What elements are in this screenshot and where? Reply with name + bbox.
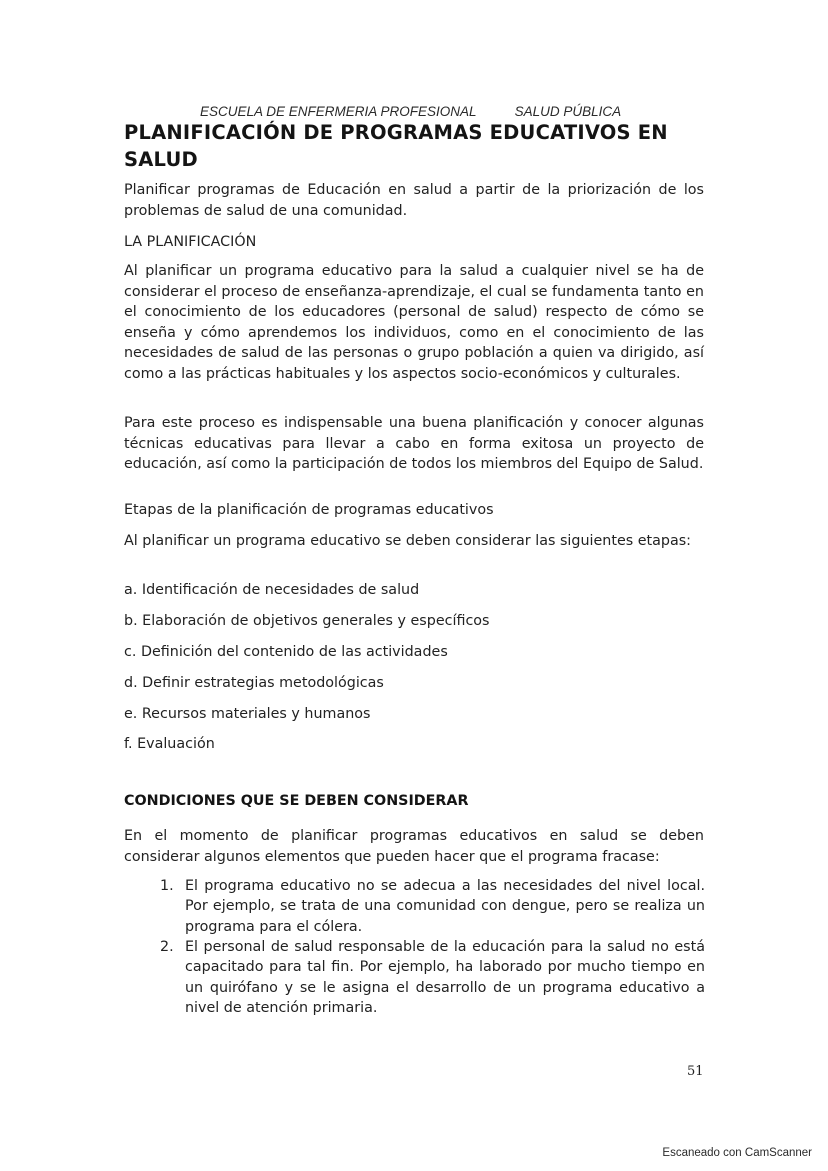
stage-item: c. Definición del contenido de las actividades: [124, 644, 448, 660]
numbered-item: [160, 937, 705, 1018]
item-number: 1.: [160, 878, 174, 894]
conditions-lead: En el momento de planificar programas educativos en salud se deben considerar algunos elementos que pueden hacer que el programa fracase:: [124, 828, 704, 865]
intro-paragraph: Planificar programas de Educación en salud a partir de la priorización de los problemas de salud de una comunidad.: [124, 182, 704, 219]
header-school: ESCUELA DE ENFERMERIA PROFESIONAL: [200, 104, 477, 119]
header-subject: SALUD PÚBLICA: [514, 104, 622, 119]
page-number: 51: [687, 1064, 704, 1079]
scanner-watermark: Escaneado con CamScanner: [662, 1147, 812, 1159]
stages-lead: Al planificar un programa educativo se deben considerar las siguientes etapas:: [124, 533, 692, 549]
body-paragraph-2: Para este proceso es indispensable una buena planificación y conocer algunas técnicas educativas para llevar a cabo en forma exitosa un proyecto de educación, así como la participación de todos los miembros del Equipo de Salud.: [124, 415, 704, 472]
stage-item: b. Elaboración de objetivos generales y específicos: [124, 613, 490, 629]
stage-item: e. Recursos materiales y humanos: [124, 706, 371, 722]
running-header: [200, 104, 621, 119]
section-label: LA PLANIFICACIÓN: [124, 234, 257, 250]
conditions-heading: CONDICIONES QUE SE DEBEN CONSIDERAR: [124, 793, 469, 809]
stage-item: a. Identificación de necesidades de salud: [124, 582, 420, 598]
stage-item: d. Definir estrategias metodológicas: [124, 675, 384, 691]
item-number: 2.: [160, 939, 174, 955]
stages-heading: Etapas de la planificación de programas educativos: [124, 502, 494, 518]
page-title: PLANIFICACIÓN DE PROGRAMAS EDUCATIVOS EN SALUD: [124, 121, 668, 171]
numbered-item: [160, 876, 705, 937]
item-text: El personal de salud responsable de la educación para la salud no está capacitado para tal fin. Por ejemplo, ha laborado por mucho tiempo en un quirófano y se le asigna el desarrollo de un programa educativo a nivel de atención primaria.: [185, 939, 705, 1016]
stage-item: f. Evaluación: [124, 736, 215, 752]
item-text: El programa educativo no se adecua a las necesidades del nivel local. Por ejemplo, se trata de una comunidad con dengue, pero se realiza un programa para el cólera.: [185, 878, 705, 935]
body-paragraph-1: Al planificar un programa educativo para la salud a cualquier nivel se ha de considerar el proceso de enseñanza-aprendizaje, el cual se fundamenta tanto en el conocimiento de los educadores (personal de salud) respecto de cómo se enseña y cómo aprendemos los individuos, como en el conocimiento de las necesidades de salud de las personas o grupo población a quien va dirigido, así como a las prácticas habituales y los aspectos socio-económicos y culturales.: [124, 263, 704, 382]
